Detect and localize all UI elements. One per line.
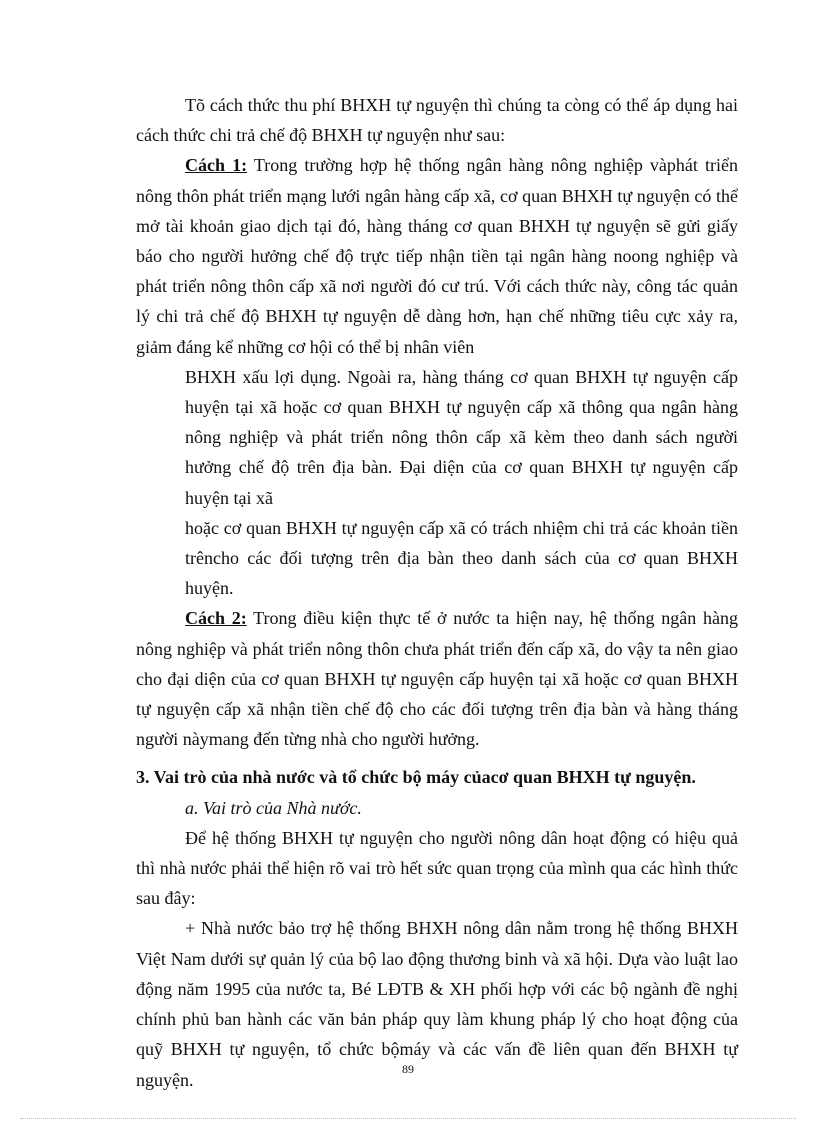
page-number: 89 (402, 1062, 414, 1076)
paragraph-method-2 (136, 603, 738, 754)
section-heading: 3. Vai trò của nhà nước và tổ chức bộ máy củacơ quan BHXH tự nguyện. (136, 767, 696, 788)
method-1-label: Cách 1: (185, 155, 248, 176)
paragraph-intro: Tõ cách thức thu phí BHXH tự nguyện thì chúng ta còng có thể áp dụng hai cách thức chi trả chế độ BHXH tự nguyện như sau: (136, 95, 738, 146)
method-2-label: Cách 2: (185, 608, 247, 629)
subsection-heading: a. Vai trò của Nhà nước. (185, 797, 362, 818)
paragraph-method-1 (136, 150, 738, 361)
paragraph-state-role: Để hệ thống BHXH tự nguyện cho người nông dân hoạt động có hiệu quả thì nhà nước phải thể hiện rõ vai trò hết sức quan trọng của mình qua các hình thức sau đây: (136, 827, 738, 909)
page-bottom-divider (20, 1118, 796, 1119)
method-1-text: Trong trường hợp hệ thống ngân hàng nông nghiệp vàphát triển nông thôn phát triển mạng lưới ngân hàng cấp xã, cơ quan BHXH tự nguyện có thể mở tài khoản giao dịch tại đó, hàng tháng cơ quan BHXH tự nguyện sẽ gửi giấy báo cho người hưởng chế độ trực tiếp nhận tiền tại ngân hàng noong nghiệp và phát triển nông thôn cấp xã nơi người đó cư trú. Với cách thức này, công tác quản lý chi trả chế độ BHXH tự nguyện dễ dàng hơn, hạn chế những tiêu cực xảy ra, giảm đáng kể những cơ hội có thể bị nhân viên (136, 155, 738, 357)
paragraph-state-support: + Nhà nước bảo trợ hệ thống BHXH nông dân nằm trong hệ thống BHXH Việt Nam dưới sự quản lý của bộ lao động thương binh và xã hội. Dựa vào luật lao động năm 1995 của nước ta, Bé LĐTB & XH phối hợp với các bộ ngành đề nghị chính phủ ban hành các văn bản pháp quy làm khung pháp lý cho hoạt động của quỹ BHXH tự nguyện, tổ chức bộmáy và các vấn đề liên quan đến BHXH tự nguyện. (136, 918, 738, 1090)
paragraph-continuation-1: BHXH xấu lợi dụng. Ngoài ra, hàng tháng cơ quan BHXH tự nguyện cấp huyện tại xã hoặc cơ quan BHXH tự nguyện cấp xã thông qua ngân hàng nông nghiệp và phát triển nông thôn cấp xã kèm theo danh sách người hưởng chế độ trên địa bàn. Đại diện của cơ quan BHXH tự nguyện cấp huyện tại xã (185, 366, 738, 508)
paragraph-continuation-2: hoặc cơ quan BHXH tự nguyện cấp xã có trách nhiệm chi trả các khoản tiền trêncho các đối tượng trên địa bàn theo danh sách của cơ quan BHXH huyện. (185, 517, 738, 599)
method-2-text: Trong điều kiện thực tế ở nước ta hiện nay, hệ thống ngân hàng nông nghiệp và phát triển nông thôn chưa phát triển đến cấp xã, do vậy ta nên giao cho đại diện của cơ quan BHXH tự nguyện cấp huyện tại xã hoặc cơ quan BHXH tự nguyện cấp xã nhận tiền chế độ cho các đối tượng trên địa bàn và hàng tháng người nàymang đến từng nhà cho người hưởng. (136, 608, 738, 750)
body-text (136, 90, 738, 1095)
